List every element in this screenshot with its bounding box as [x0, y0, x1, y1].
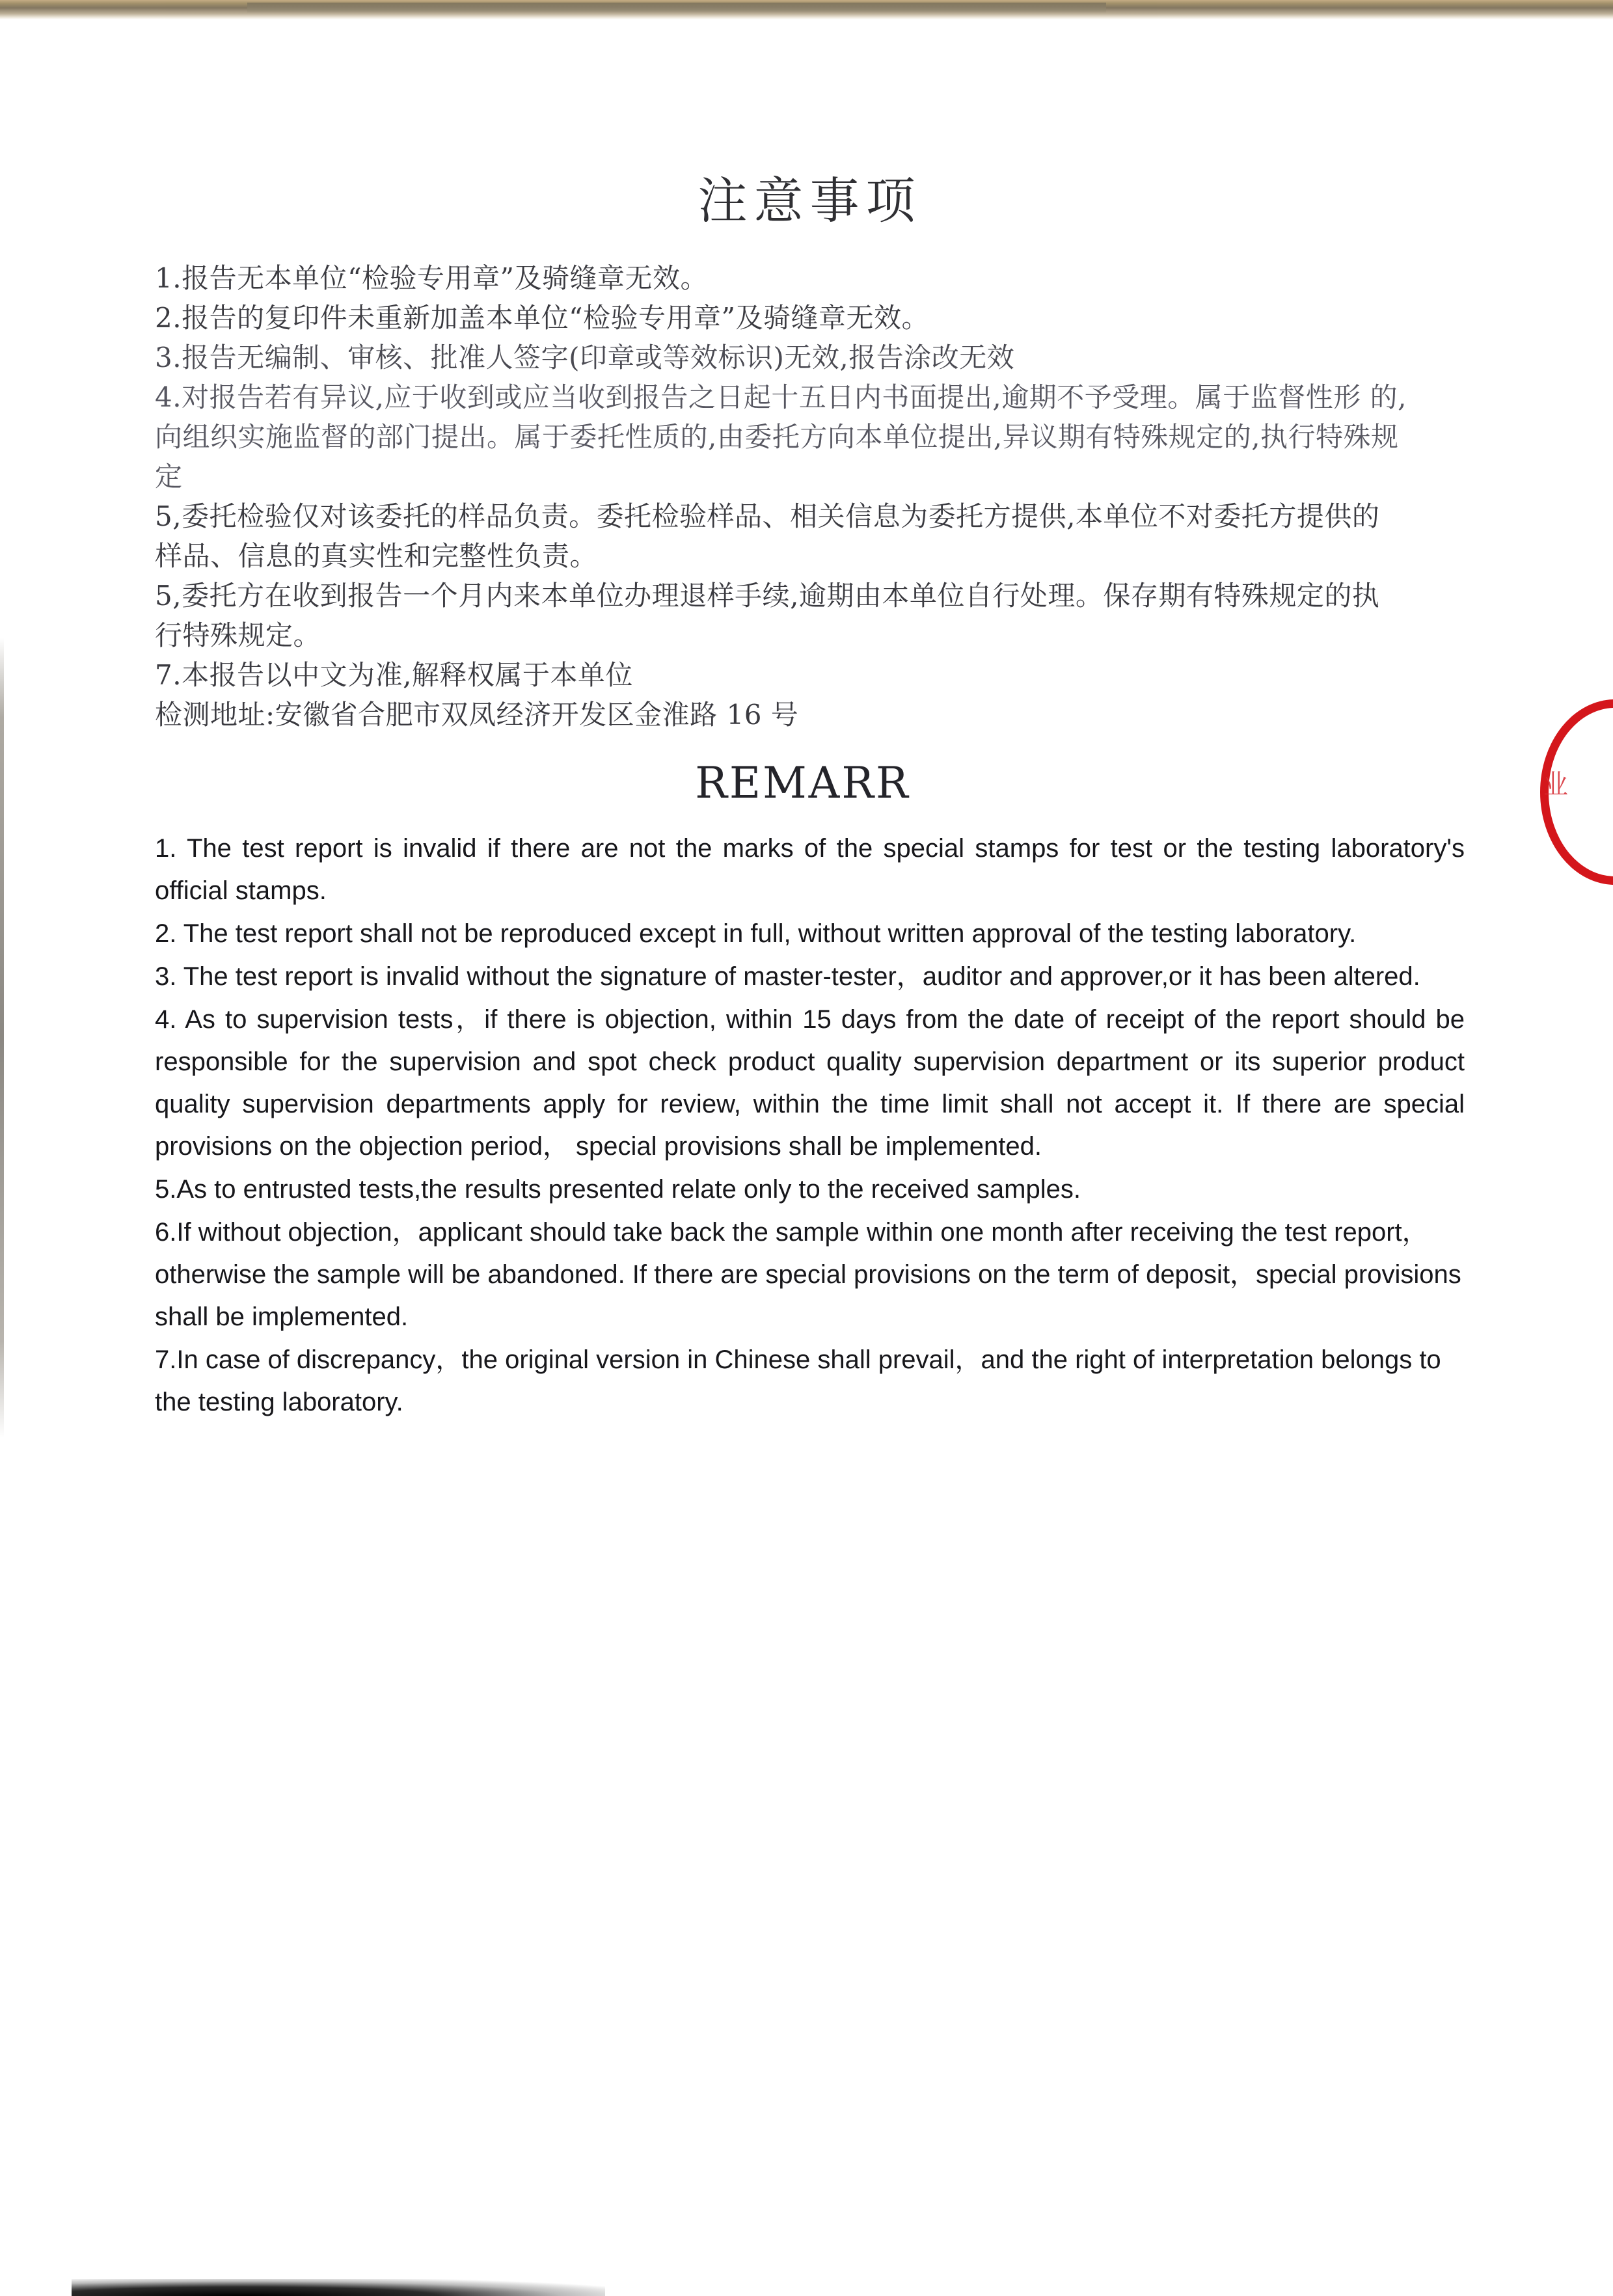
chinese-note-line: 行特殊规定。	[155, 619, 321, 651]
chinese-note-line: 4.对报告若有异议,应于收到或应当收到报告之日起十五日内书面提出,逾期不予受理。属于监督性形 的,	[155, 381, 1407, 413]
chinese-note-line: 样品、信息的真实性和完整性负责。	[155, 540, 598, 572]
chinese-note-line: 定	[155, 461, 183, 493]
chinese-page-title: 注意事项	[698, 172, 922, 230]
chinese-notes-block	[0, 232, 1613, 735]
scan-bottom-smudge-artifact	[72, 2279, 605, 2296]
chinese-note-line: 5,委托检验仅对该委托的样品负责。委托检验样品、相关信息为委托方提供,本单位不对委托方提供的	[155, 500, 1380, 532]
seal-character-glyph: 业	[1543, 768, 1568, 800]
english-note-paragraph: 6.If without objection，applicant should take back the sample within one month after receiving the test report，otherwise the sample will be abandoned. If there are special provisions on the term of deposit，special provisions shall be implemented.	[155, 1218, 1461, 1331]
chinese-note-line: 向组织实施监督的部门提出。属于委托性质的,由委托方向本单位提出,异议期有特殊规定的,执行特殊规	[155, 421, 1399, 453]
english-note-paragraph: 3. The test report is invalid without the signature of master-tester，auditor and approver,or it has been altered.	[155, 962, 1420, 991]
chinese-note-line: 5,委托方在收到报告一个月内来本单位办理退样手续,逾期由本单位自行处理。保存期有特殊规定的执	[155, 580, 1380, 612]
english-note-paragraph: 1. The test report is invalid if there are not the marks of the special stamps for test or the testing laboratory's official stamps.	[155, 834, 1465, 905]
chinese-address-line: 检测地址:安徽省合肥市双凤经济开发区金淮路 16 号	[155, 699, 799, 731]
chinese-note-line: 1.报告无本单位“检验专用章”及骑缝章无效。	[155, 262, 709, 294]
english-note-paragraph: 7.In case of discrepancy，the original version in Chinese shall prevail，and the right of interpretation belongs to the testing laboratory.	[155, 1345, 1441, 1416]
english-page-title: REMARR	[695, 758, 910, 808]
chinese-note-line: 3.报告无编制、审核、批准人签字(印章或等效标识)无效,报告涂改无效	[155, 342, 1015, 373]
chinese-note-line: 2.报告的复印件未重新加盖本单位“检验专用章”及骑缝章无效。	[155, 302, 930, 334]
english-note-paragraph: 2. The test report shall not be reproduced except in full, without written approval of the testing laboratory.	[155, 919, 1357, 948]
chinese-note-line: 7.本报告以中文为准,解释权属于本单位	[155, 659, 633, 691]
english-note-paragraph: 5.As to entrusted tests,the results presented relate only to the received samples.	[155, 1175, 1081, 1204]
english-note-paragraph: 4. As to supervision tests，if there is objection, within 15 days from the date of receipt of the report should be responsible for the supervision and spot check product quality supervision department or its superior product quality supervision departments apply for review, within the time limit shall not accept it. If there are special provisions on the objection period， special provisions shall be implemented.	[155, 1005, 1465, 1161]
english-notes-block	[0, 808, 1613, 1424]
